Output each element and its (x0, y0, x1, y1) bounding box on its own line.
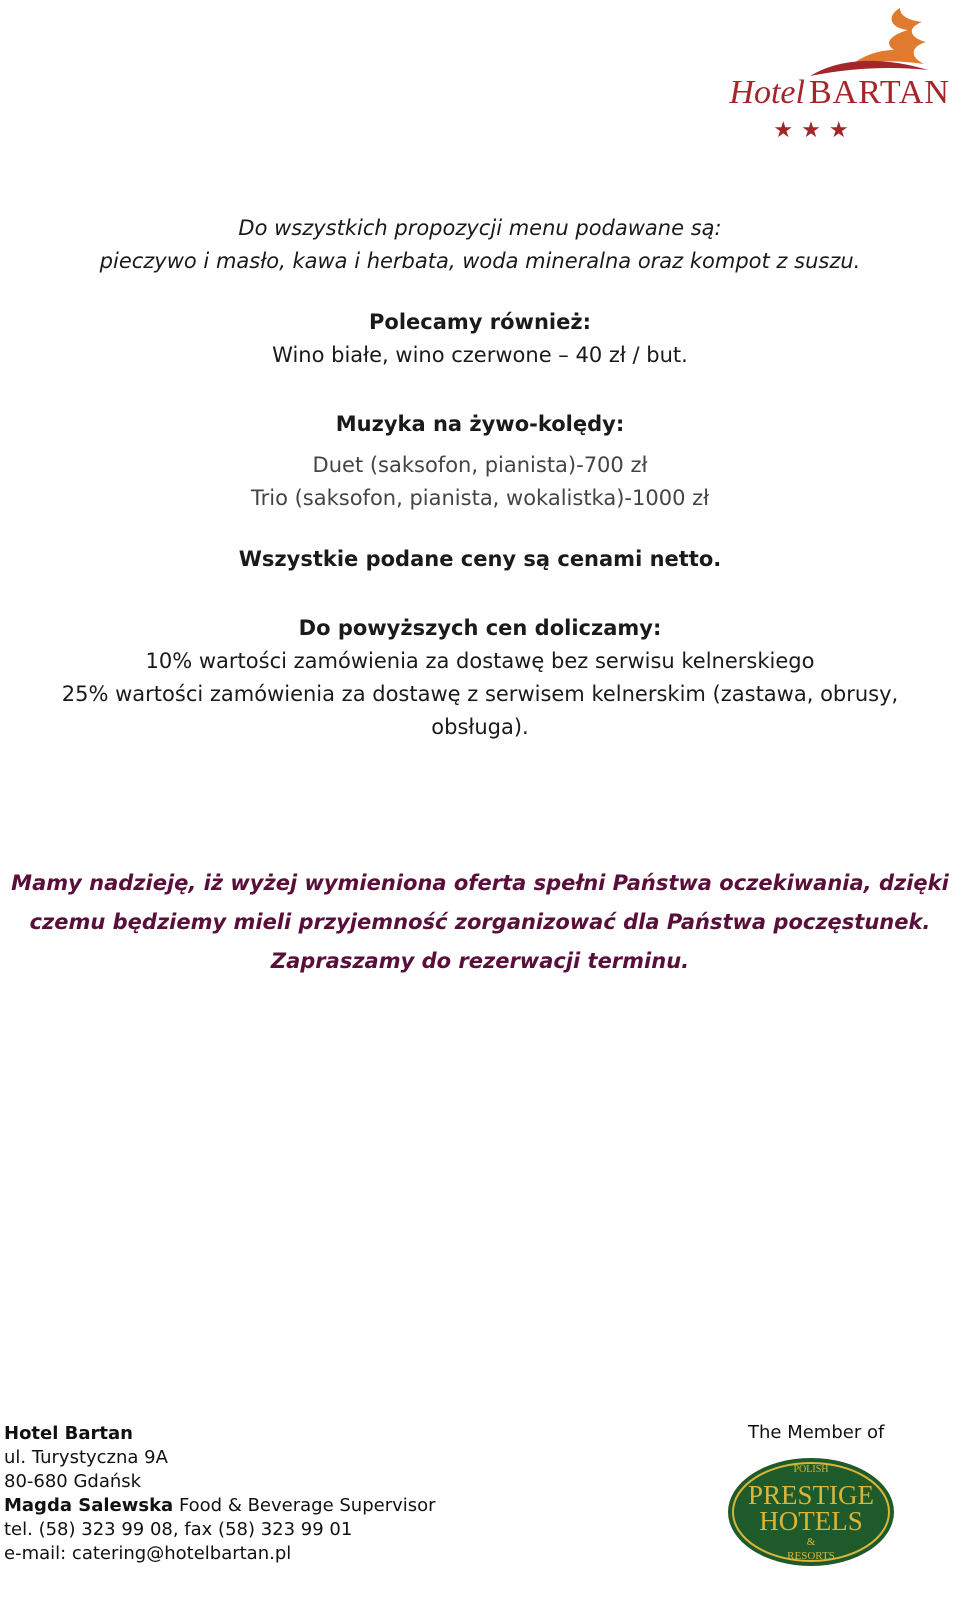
footer-hotel-name: Hotel Bartan (4, 1423, 133, 1444)
recommend-line: Wino białe, wino czerwone – 40 zł / but. (272, 343, 688, 367)
footer-contact (4, 1422, 436, 1566)
footer-email[interactable]: e-mail: catering@hotelbartan.pl (4, 1543, 292, 1564)
music-item-trio: Trio (saksofon, pianista, wokalistka)-1000 zł (250, 486, 710, 510)
logo-hotel-text: Hotel (729, 74, 805, 111)
badge-amp-text: & (806, 1536, 816, 1548)
extra-heading: Do powyższych cen doliczamy: (298, 616, 662, 640)
logo-wordmark (670, 76, 950, 110)
net-prices-note: Wszystkie podane ceny są cenami netto. (238, 547, 722, 571)
intro-line-2: pieczywo i masło, kawa i herbata, woda mineralna oraz kompot z suszu. (99, 249, 861, 273)
recommend-heading: Polecamy również: (369, 310, 591, 334)
badge-prestige-text: PRESTIGE (747, 1480, 875, 1510)
closing-line-3: Zapraszamy do rezerwacji terminu. (270, 949, 690, 973)
music-item-duet: Duet (saksofon, pianista)-700 zł (312, 453, 648, 477)
badge-polish-text: POLISH (793, 1464, 829, 1475)
intro-line-1: Do wszystkich propozycji menu podawane są: (238, 216, 722, 240)
extra-item-3: obsługa). (431, 715, 529, 739)
extra-item-1: 10% wartości zamówienia za dostawę bez serwisu kelnerskiego (145, 649, 815, 673)
closing-line-1: Mamy nadzieję, iż wyżej wymieniona oferta spełni Państwa oczekiwania, dzięki (11, 871, 949, 895)
footer-city: 80-680 Gdańsk (4, 1471, 142, 1492)
footer-contact-person (4, 1494, 436, 1518)
extra-item-2: 25% wartości zamówienia za dostawę z serwisem kelnerskim (zastawa, obrusy, (61, 682, 899, 706)
hotel-bartan-logo (670, 6, 950, 146)
footer-street: ul. Turystyczna 9A (4, 1447, 168, 1468)
member-of-label: The Member of (748, 1422, 885, 1443)
closing-line-2: czemu będziemy mieli przyjemność zorganizować dla Państwa poczęstunek. (29, 910, 931, 934)
footer-phone: tel. (58) 323 99 08, fax (58) 323 99 01 (4, 1519, 353, 1540)
prestige-hotels-badge-icon (726, 1456, 896, 1568)
offer-body (0, 212, 960, 981)
footer-contact-role: Food & Beverage Supervisor (178, 1495, 436, 1516)
badge-hotels-text: HOTELS (759, 1506, 863, 1536)
badge-resorts-text: RESORTS (787, 1550, 835, 1562)
music-heading: Muzyka na żywo-kolędy: (335, 412, 625, 436)
logo-stars: ★★★ (773, 118, 857, 143)
footer-contact-name: Magda Salewska (4, 1495, 174, 1516)
flame-swoosh-icon (790, 6, 930, 81)
logo-bartan-text: BARTAN (808, 74, 950, 111)
